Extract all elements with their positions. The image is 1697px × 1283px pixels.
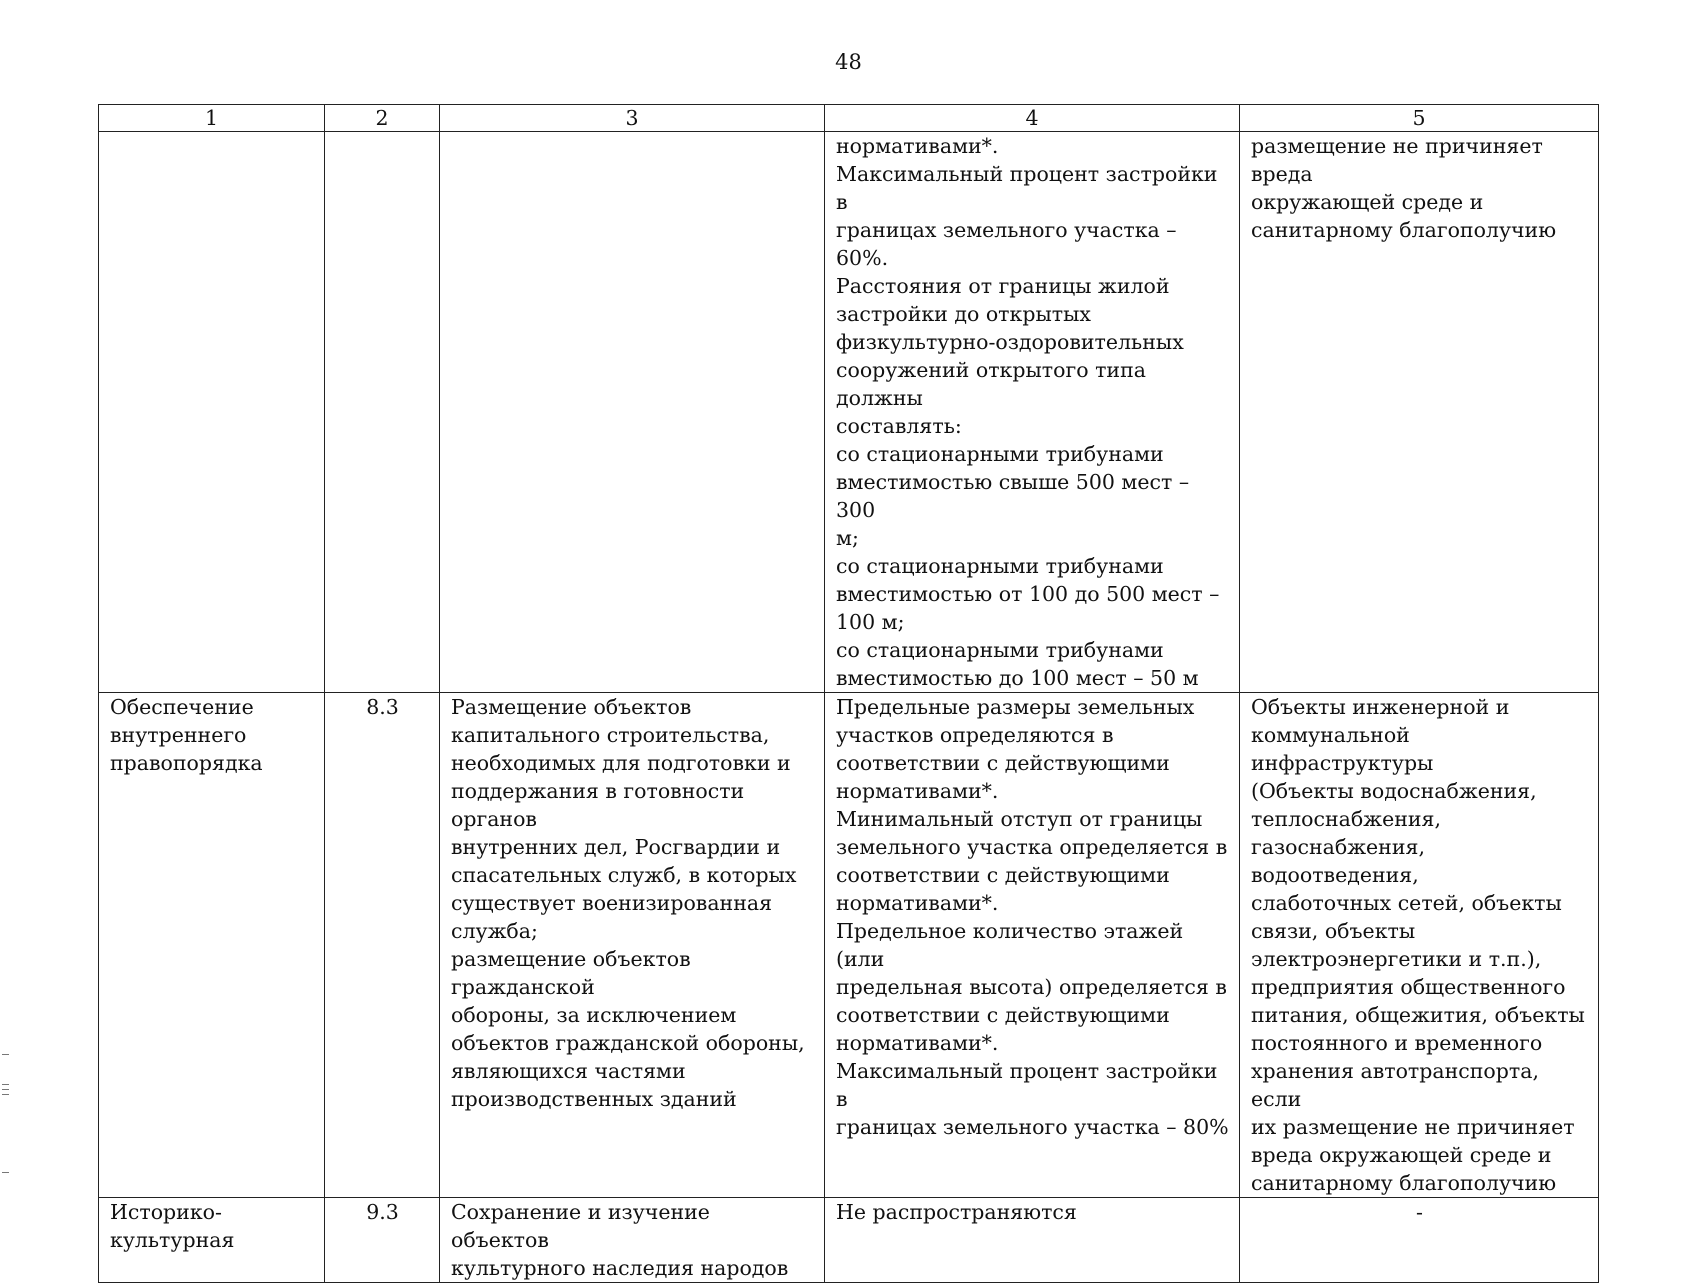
text-line: предприятия общественного [1251, 975, 1566, 999]
margin-mark [2, 1094, 9, 1095]
row-1-code-cell [325, 132, 440, 693]
text-line: нормативами*. [836, 891, 999, 915]
text-line: 100 м; [836, 610, 905, 634]
text-line: существует военизированная [451, 891, 773, 915]
text-line: санитарному благополучию [1251, 218, 1557, 242]
text-line: нормативами*. [836, 1031, 999, 1055]
text-line: Историко- [110, 1200, 222, 1224]
row-2-conditional-cell [1240, 693, 1599, 1198]
text-line: вместимостью от 100 до 500 мест – [836, 582, 1220, 606]
row-3-description-cell [440, 1198, 825, 1283]
text-line: соответствии с действующими [836, 863, 1170, 887]
margin-mark [2, 1089, 9, 1090]
text-line: границах земельного участка – 80% [836, 1115, 1229, 1139]
table-row [99, 132, 1599, 693]
margin-mark [2, 1054, 9, 1055]
text-line: предельная высота) определяется в [836, 975, 1227, 999]
table-row [99, 693, 1599, 1198]
text-line: питания, общежития, объекты [1251, 1003, 1585, 1027]
row-2-parameters-cell [825, 693, 1240, 1198]
text-line: (Объекты водоснабжения, [1251, 779, 1537, 803]
row-2-code-cell: 8.3 [325, 693, 440, 1198]
text-line: соответствии с действующими [836, 1003, 1170, 1027]
text-line: вместимостью свыше 500 мест – 300 [836, 470, 1190, 522]
text-line: внутреннего [110, 723, 247, 747]
text-line: Объекты инженерной и [1251, 695, 1510, 719]
page-number: 48 [835, 50, 862, 74]
text-line: Минимальный отступ от границы [836, 807, 1203, 831]
column-header-3: 3 [440, 105, 825, 132]
text-line: являющихся частями [451, 1059, 686, 1083]
column-header-1: 1 [99, 105, 325, 132]
text-line: внутренних дел, Росгвардии и [451, 835, 781, 859]
text-line: физкультурно-оздоровительных [836, 330, 1184, 354]
text-line: Не распространяются [836, 1200, 1077, 1224]
row-1-conditional-cell [1240, 132, 1599, 693]
text-line: Максимальный процент застройки в [836, 1059, 1218, 1111]
row-3-code-cell: 9.3 [325, 1198, 440, 1283]
text-line: м; [836, 526, 859, 550]
table-header-row [99, 105, 1599, 132]
text-line: их размещение не причиняет [1251, 1115, 1575, 1139]
text-line: санитарному благополучию [1251, 1171, 1557, 1195]
row-1-name-cell [99, 132, 325, 693]
margin-mark [2, 1172, 9, 1173]
column-header-4: 4 [825, 105, 1240, 132]
text-line: участков определяются в [836, 723, 1114, 747]
row-1-description-cell [440, 132, 825, 693]
text-line: служба; [451, 919, 538, 943]
text-line: связи, объекты [1251, 919, 1416, 943]
text-line: производственных зданий [451, 1087, 737, 1111]
text-line: земельного участка определяется в [836, 835, 1228, 859]
text-line: размещение не причиняет вреда [1251, 134, 1543, 186]
text-line: составлять: [836, 414, 962, 438]
text-line: застройки до открытых [836, 302, 1091, 326]
text-line: обороны, за исключением [451, 1003, 737, 1027]
text-line: объектов гражданской обороны, [451, 1031, 805, 1055]
row-3-name-cell [99, 1198, 325, 1283]
text-line: со стационарными трибунами [836, 442, 1164, 466]
text-line: поддержания в готовности органов [451, 779, 745, 831]
text-line: Сохранение и изучение объектов [451, 1200, 710, 1252]
text-line: теплоснабжения, [1251, 807, 1441, 831]
text-line: вместимостью до 100 мест – 50 м [836, 666, 1199, 690]
text-line: Предельные размеры земельных [836, 695, 1195, 719]
text-line: границах земельного участка – 60%. [836, 218, 1177, 270]
text-line: слаботочных сетей, объекты [1251, 891, 1562, 915]
margin-mark [2, 1084, 9, 1085]
table-row [99, 1198, 1599, 1283]
text-line: постоянного и временного [1251, 1031, 1543, 1055]
text-line: окружающей среде и [1251, 190, 1484, 214]
text-line: Предельное количество этажей (или [836, 919, 1184, 971]
text-line: капитального строительства, [451, 723, 770, 747]
text-line: электроэнергетики и т.п.), [1251, 947, 1542, 971]
text-line: размещение объектов гражданской [451, 947, 691, 999]
regulations-table [98, 104, 1599, 1283]
row-3-parameters-cell [825, 1198, 1240, 1283]
text-line: нормативами*. [836, 134, 999, 158]
text-line: нормативами*. [836, 779, 999, 803]
text-line: Расстояния от границы жилой [836, 274, 1170, 298]
text-line: правопорядка [110, 751, 263, 775]
text-line: культурная [110, 1228, 235, 1252]
text-line: Обеспечение [110, 695, 254, 719]
text-line: газоснабжения, водоотведения, [1251, 835, 1425, 887]
text-line: Размещение объектов [451, 695, 692, 719]
text-line: со стационарными трибунами [836, 638, 1164, 662]
text-line: со стационарными трибунами [836, 554, 1164, 578]
text-line: культурного наследия народов [451, 1256, 789, 1280]
text-line: сооружений открытого типа должны [836, 358, 1146, 410]
row-3-conditional-cell: - [1240, 1198, 1599, 1283]
text-line: Максимальный процент застройки в [836, 162, 1218, 214]
text-line: соответствии с действующими [836, 751, 1170, 775]
text-line: необходимых для подготовки и [451, 751, 791, 775]
row-1-parameters-cell [825, 132, 1240, 693]
text-line: коммунальной инфраструктуры [1251, 723, 1434, 775]
text-line: спасательных служб, в которых [451, 863, 797, 887]
column-header-5: 5 [1240, 105, 1599, 132]
row-2-name-cell [99, 693, 325, 1198]
text-line: хранения автотранспорта, если [1251, 1059, 1539, 1111]
row-2-description-cell [440, 693, 825, 1198]
text-line: вреда окружающей среде и [1251, 1143, 1552, 1167]
column-header-2: 2 [325, 105, 440, 132]
